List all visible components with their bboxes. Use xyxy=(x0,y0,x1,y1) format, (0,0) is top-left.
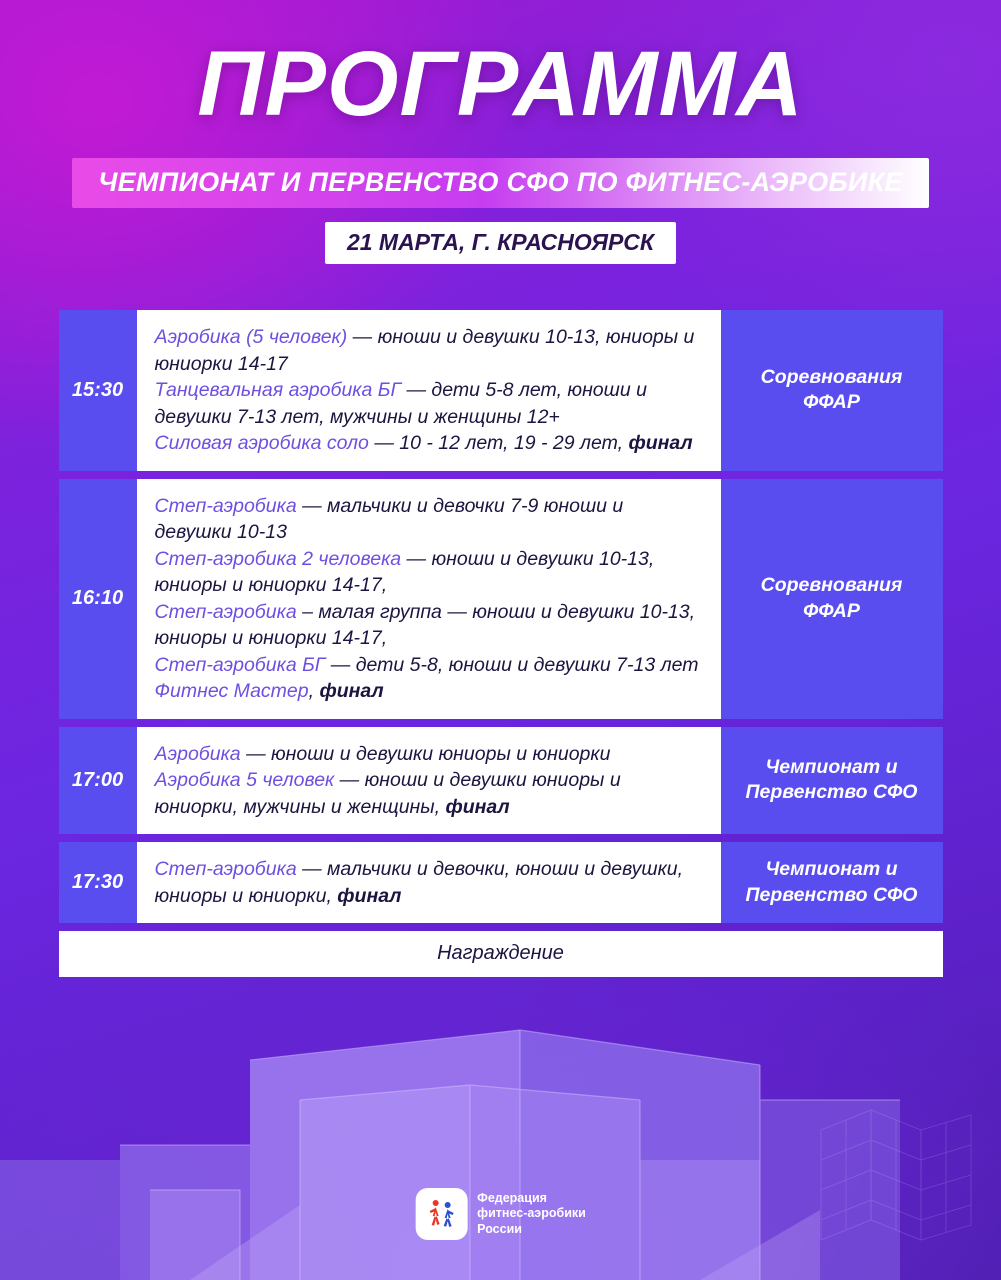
entry-final: финал xyxy=(319,680,384,703)
entry-detail: малая группа — юноши и девушки 10-13, юниоры и юниорки 14-17, xyxy=(154,600,696,650)
entry-detail: мальчики и девочки, юноши и девушки, юниоры и юниорки, xyxy=(154,858,684,907)
schedule-entry xyxy=(155,678,705,705)
logo-line-1: Федерация xyxy=(477,1190,547,1205)
schedule-entry xyxy=(155,324,705,377)
entry-dash: — xyxy=(334,769,365,792)
logo-line-3: России xyxy=(477,1221,522,1236)
row-event-kind: Чемпионат и Первенство СФО xyxy=(721,727,943,835)
entry-dash: — xyxy=(347,326,378,348)
entry-dash: — xyxy=(368,432,400,455)
row-description xyxy=(137,842,721,923)
entry-dash: — xyxy=(296,494,328,517)
entry-dash: — xyxy=(325,653,356,676)
schedule-entry xyxy=(155,856,705,909)
entry-discipline: Силовая аэробика соло xyxy=(154,432,369,455)
table-row xyxy=(59,479,943,719)
entry-detail: юноши и девушки 10-13, юниоры и юниорки 14-17 xyxy=(154,326,695,375)
row-time: 17:00 xyxy=(59,727,137,835)
entry-detail: дети 5-8 лет, юноши и девушки 7-13 лет, мужчины и женщины 12+ xyxy=(154,379,647,428)
schedule-entry xyxy=(155,652,705,679)
entry-discipline: Аэробика 5 человек xyxy=(154,769,335,792)
athlete-figures-icon xyxy=(423,1196,459,1232)
schedule-entry xyxy=(155,599,705,652)
entry-final: финал xyxy=(628,432,693,455)
federation-logo-text xyxy=(477,1191,586,1238)
schedule-entry xyxy=(155,377,705,430)
schedule-table xyxy=(59,310,943,977)
entry-detail: мальчики и девочки 7-9 юноши и девушки 10-13 xyxy=(154,494,624,544)
schedule-entry xyxy=(155,741,705,768)
federation-logo-icon xyxy=(415,1188,467,1240)
entry-detail: 10 - 12 лет, 19 - 29 лет, xyxy=(399,432,629,455)
grid-decoration xyxy=(801,1070,1001,1250)
entry-dash: – xyxy=(296,600,319,623)
row-description xyxy=(137,310,721,471)
entry-discipline: Степ-аэробика xyxy=(154,858,297,881)
entry-discipline: Аэробика xyxy=(154,742,241,765)
entry-discipline: Степ-аэробика БГ xyxy=(154,653,326,676)
row-description xyxy=(137,479,721,719)
row-time: 16:10 xyxy=(59,479,137,719)
poster-header xyxy=(0,0,1001,264)
entry-dash: , xyxy=(308,680,320,703)
row-time: 17:30 xyxy=(59,842,137,923)
entry-detail: дети 5-8, юноши и девушки 7-13 лет xyxy=(355,653,699,676)
row-event-kind: Соревнования ФФАР xyxy=(721,479,943,719)
table-row xyxy=(59,310,943,471)
entry-dash: — xyxy=(240,742,271,765)
entry-discipline: Степ-аэробика 2 человека xyxy=(154,547,402,570)
table-row xyxy=(59,842,943,923)
table-row xyxy=(59,727,943,835)
entry-discipline: Степ-аэробика xyxy=(154,600,297,623)
schedule-entry xyxy=(155,767,705,820)
entry-detail: юноши и девушки юниоры и юниорки, мужчины и женщины, xyxy=(154,769,621,818)
event-subtitle: ЧЕМПИОНАТ И ПЕРВЕНСТВО СФО ПО ФИТНЕС-АЭРОБИКЕ xyxy=(72,158,929,208)
entry-dash: — xyxy=(401,379,432,402)
entry-dash: — xyxy=(401,547,432,570)
schedule-entry xyxy=(155,493,705,546)
entry-discipline: Степ-аэробика xyxy=(154,494,297,517)
award-ceremony-row: Награждение xyxy=(59,931,943,977)
schedule-entry xyxy=(155,546,705,599)
logo-line-2: фитнес-аэробики xyxy=(477,1206,586,1221)
entry-discipline: Танцевальная аэробика БГ xyxy=(154,379,402,402)
entry-detail: юноши и девушки 10-13, юниоры и юниорки 14-17, xyxy=(154,547,655,597)
federation-logo xyxy=(415,1188,586,1240)
schedule-entry xyxy=(155,430,705,457)
entry-final: финал xyxy=(337,884,402,907)
event-date-place: 21 МАРТА, Г. КРАСНОЯРСК xyxy=(325,222,676,264)
entry-dash: — xyxy=(296,858,328,881)
entry-discipline: Фитнес Мастер xyxy=(154,680,309,703)
entry-discipline: Аэробика (5 человек) xyxy=(154,326,348,348)
page-title: ПРОГРАММА xyxy=(197,33,804,135)
row-time: 15:30 xyxy=(59,310,137,471)
row-event-kind: Чемпионат и Первенство СФО xyxy=(721,842,943,923)
row-description xyxy=(137,727,721,835)
entry-detail: юноши и девушки юниоры и юниорки xyxy=(271,742,611,765)
row-event-kind: Соревнования ФФАР xyxy=(721,310,943,471)
entry-final: финал xyxy=(445,795,510,818)
